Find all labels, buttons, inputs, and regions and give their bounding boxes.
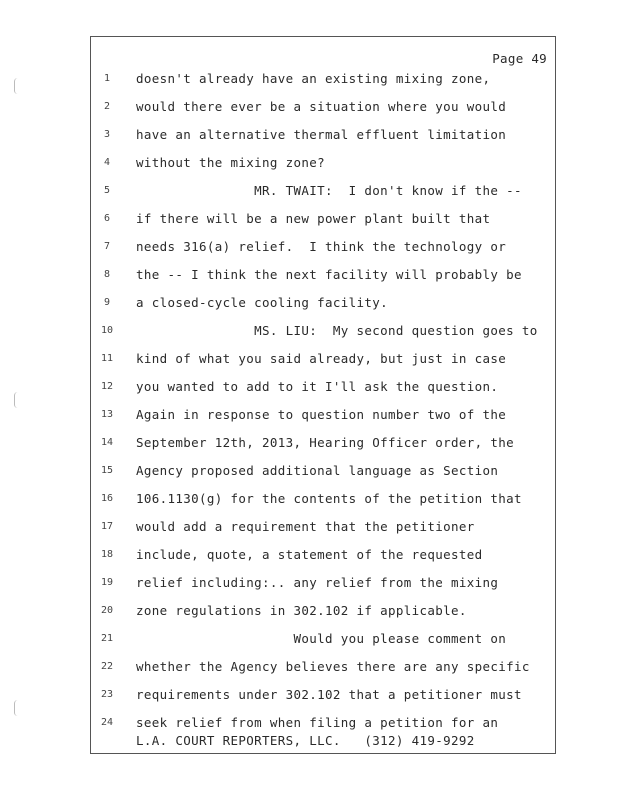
line-number: 6: [103, 213, 111, 224]
transcript-line: [91, 405, 557, 425]
line-number: 16: [100, 493, 114, 504]
page-number: Page 49: [492, 51, 547, 66]
punch-hole-mark: [14, 78, 21, 94]
transcript-line: [91, 517, 557, 537]
line-number: 2: [103, 101, 111, 112]
line-text: needs 316(a) relief. I think the technology or: [136, 239, 507, 254]
line-text: you wanted to add to it I'll ask the question.: [136, 379, 499, 394]
line-text: September 12th, 2013, Hearing Officer order, the: [136, 435, 515, 450]
transcript-line: [91, 573, 557, 593]
transcript-line: [91, 349, 557, 369]
line-number: 10: [100, 325, 114, 336]
transcript-line: [91, 601, 557, 621]
transcript-line: [91, 545, 557, 565]
page-footer: L.A. COURT REPORTERS, LLC. (312) 419-9292: [136, 733, 475, 748]
transcript-page: [90, 36, 556, 754]
line-text: Would you please comment on: [136, 631, 507, 646]
transcript-line: [91, 153, 557, 173]
line-number: 7: [103, 241, 111, 252]
transcript-line: [91, 97, 557, 117]
transcript-line: [91, 181, 557, 201]
line-number: 19: [100, 577, 114, 588]
line-number: 23: [100, 689, 114, 700]
line-number: 3: [103, 129, 111, 140]
line-text: zone regulations in 302.102 if applicable.: [136, 603, 467, 618]
line-number: 17: [100, 521, 114, 532]
line-text: a closed-cycle cooling facility.: [136, 295, 389, 310]
line-text: requirements under 302.102 that a petitioner must: [136, 687, 522, 702]
line-number: 13: [100, 409, 114, 420]
punch-hole-mark: [14, 700, 21, 716]
line-number: 22: [100, 661, 114, 672]
line-text: if there will be a new power plant built that: [136, 211, 491, 226]
line-text: MR. TWAIT: I don't know if the --: [136, 183, 522, 198]
transcript-line: [91, 209, 557, 229]
line-text: have an alternative thermal effluent limitation: [136, 127, 507, 142]
transcript-line: [91, 125, 557, 145]
transcript-line: [91, 265, 557, 285]
line-text: Again in response to question number two of the: [136, 407, 507, 422]
line-number: 11: [100, 353, 114, 364]
punch-hole-mark: [14, 392, 21, 408]
transcript-line: [91, 69, 557, 89]
line-number: 4: [103, 157, 111, 168]
transcript-line: [91, 461, 557, 481]
line-number: 14: [100, 437, 114, 448]
line-text: kind of what you said already, but just in case: [136, 351, 507, 366]
line-number: 24: [100, 717, 114, 728]
line-text: seek relief from when filing a petition for an: [136, 715, 499, 730]
transcript-line: [91, 713, 557, 733]
line-number: 18: [100, 549, 114, 560]
line-text: whether the Agency believes there are any specific: [136, 659, 530, 674]
transcript-line: [91, 293, 557, 313]
line-number: 12: [100, 381, 114, 392]
transcript-line: [91, 377, 557, 397]
line-number: 21: [100, 633, 114, 644]
line-number: 5: [103, 185, 111, 196]
line-number: 9: [103, 297, 111, 308]
transcript-line: [91, 657, 557, 677]
transcript-line: [91, 629, 557, 649]
line-text: MS. LIU: My second question goes to: [136, 323, 538, 338]
transcript-line: [91, 321, 557, 341]
line-text: relief including:.. any relief from the mixing: [136, 575, 499, 590]
line-text: the -- I think the next facility will probably be: [136, 267, 522, 282]
line-number: 15: [100, 465, 114, 476]
transcript-line: [91, 433, 557, 453]
transcript-line: [91, 685, 557, 705]
line-text: would add a requirement that the petitioner: [136, 519, 475, 534]
line-text: without the mixing zone?: [136, 155, 326, 170]
line-text: Agency proposed additional language as Section: [136, 463, 499, 478]
line-text: doesn't already have an existing mixing zone,: [136, 71, 491, 86]
line-text: include, quote, a statement of the requested: [136, 547, 483, 562]
line-number: 20: [100, 605, 114, 616]
line-text: would there ever be a situation where you would: [136, 99, 507, 114]
line-number: 1: [103, 73, 111, 84]
transcript-line: [91, 237, 557, 257]
line-number: 8: [103, 269, 111, 280]
transcript-line: [91, 489, 557, 509]
line-text: 106.1130(g) for the contents of the petition that: [136, 491, 522, 506]
